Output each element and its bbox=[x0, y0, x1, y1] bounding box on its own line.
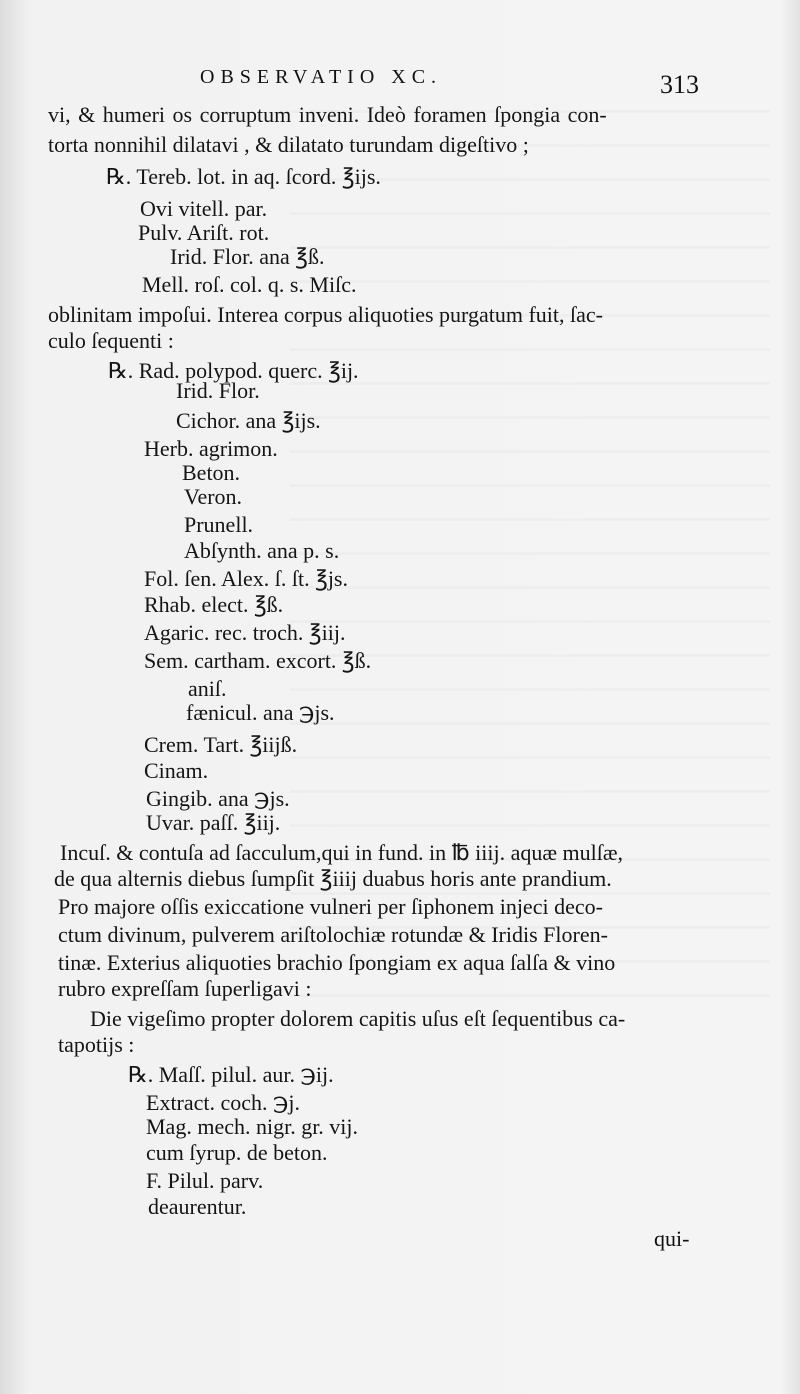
text-line: Mell. roſ. col. q. s. Miſc. bbox=[142, 272, 357, 297]
text-line: F. Pilul. parv. bbox=[146, 1168, 264, 1193]
text-line: rubro expreſſam ſuperligavi : bbox=[58, 976, 312, 1001]
text-line: Cinam. bbox=[144, 758, 209, 783]
text-line: Extract. coch. ℈j. bbox=[146, 1090, 301, 1115]
text-line: tapotijs : bbox=[58, 1032, 135, 1057]
text-line: Sem. cartham. excort. ℥ß. bbox=[144, 648, 372, 673]
text-line: tinæ. Exterius aliquoties brachio ſpongiam ex aqua ſalſa & vino bbox=[58, 950, 616, 975]
text-line: Ovi vitell. par. bbox=[140, 196, 268, 221]
text-line: Crem. Tart. ℥iijß. bbox=[144, 732, 298, 757]
text-line: Irid. Flor. ana ℥ß. bbox=[170, 244, 325, 269]
text-line: Agaric. rec. troch. ℥iij. bbox=[144, 620, 346, 645]
text-line: aniſ. bbox=[188, 676, 227, 701]
text-line: Abſynth. ana p. s. bbox=[184, 538, 340, 563]
text-line: de qua alternis diebus ſumpſit ℥iiij duabus horis ante prandium. bbox=[54, 866, 612, 891]
text-line: Die vigeſimo propter dolorem capitis uſus eſt ſequentibus ca- bbox=[90, 1006, 626, 1031]
text-line: Pulv. Ariſt. rot. bbox=[138, 220, 270, 245]
text-line: torta nonnihil dilatavi , & dilatato turundam digeſtivo ; bbox=[48, 132, 529, 157]
text-line: ctum divinum, pulverem ariſtolochiæ rotundæ & Iridis Floren- bbox=[58, 922, 608, 947]
text-line: Incuſ. & contuſa ad ſacculum,qui in fund. in ℔ iiij. aquæ mulſæ, bbox=[60, 840, 624, 865]
text-line: Pro majore oſſis exiccatione vulneri per ſiphonem injeci deco- bbox=[58, 894, 603, 919]
text-line: oblinitam impoſui. Interea corpus aliquoties purgatum fuit, ſac- bbox=[48, 302, 603, 327]
text-line: Prunell. bbox=[184, 512, 254, 537]
text-line: Irid. Flor. bbox=[176, 378, 260, 403]
text-line: Beton. bbox=[182, 460, 241, 485]
catchword: qui- bbox=[654, 1226, 690, 1251]
text-line: cum ſyrup. de beton. bbox=[146, 1140, 328, 1165]
text-line: ℞. Maſſ. pilul. aur. ℈ij. bbox=[128, 1062, 334, 1087]
text-line: Fol. ſen. Alex. ſ. ſt. ℥js. bbox=[144, 566, 348, 591]
text-line: deaurentur. bbox=[148, 1194, 247, 1219]
text-line: Cichor. ana ℥ijs. bbox=[176, 408, 321, 433]
text-line: Veron. bbox=[184, 484, 243, 509]
text-line: ℞. Tereb. lot. in aq. ſcord. ℥ijs. bbox=[106, 164, 381, 189]
text-line: Gingib. ana ℈js. bbox=[146, 786, 290, 811]
text-line: ℞. Rad. polypod. querc. ℥ij. bbox=[108, 358, 359, 383]
text-line: Uvar. paſſ. ℥iij. bbox=[146, 810, 281, 835]
text-line: vi, & humeri os corruptum inveni. Ideò foramen ſpongia con- bbox=[48, 102, 607, 127]
text-line: Herb. agrimon. bbox=[144, 436, 278, 461]
page-number: 313 bbox=[660, 70, 699, 99]
text-line: fænicul. ana ℈js. bbox=[186, 700, 335, 725]
text-line: Mag. mech. nigr. gr. vij. bbox=[146, 1114, 359, 1139]
text-line: culo ſequenti : bbox=[48, 328, 174, 353]
text-line: Rhab. elect. ℥ß. bbox=[144, 592, 284, 617]
running-title: OBSERVATIO XC. bbox=[200, 66, 443, 88]
